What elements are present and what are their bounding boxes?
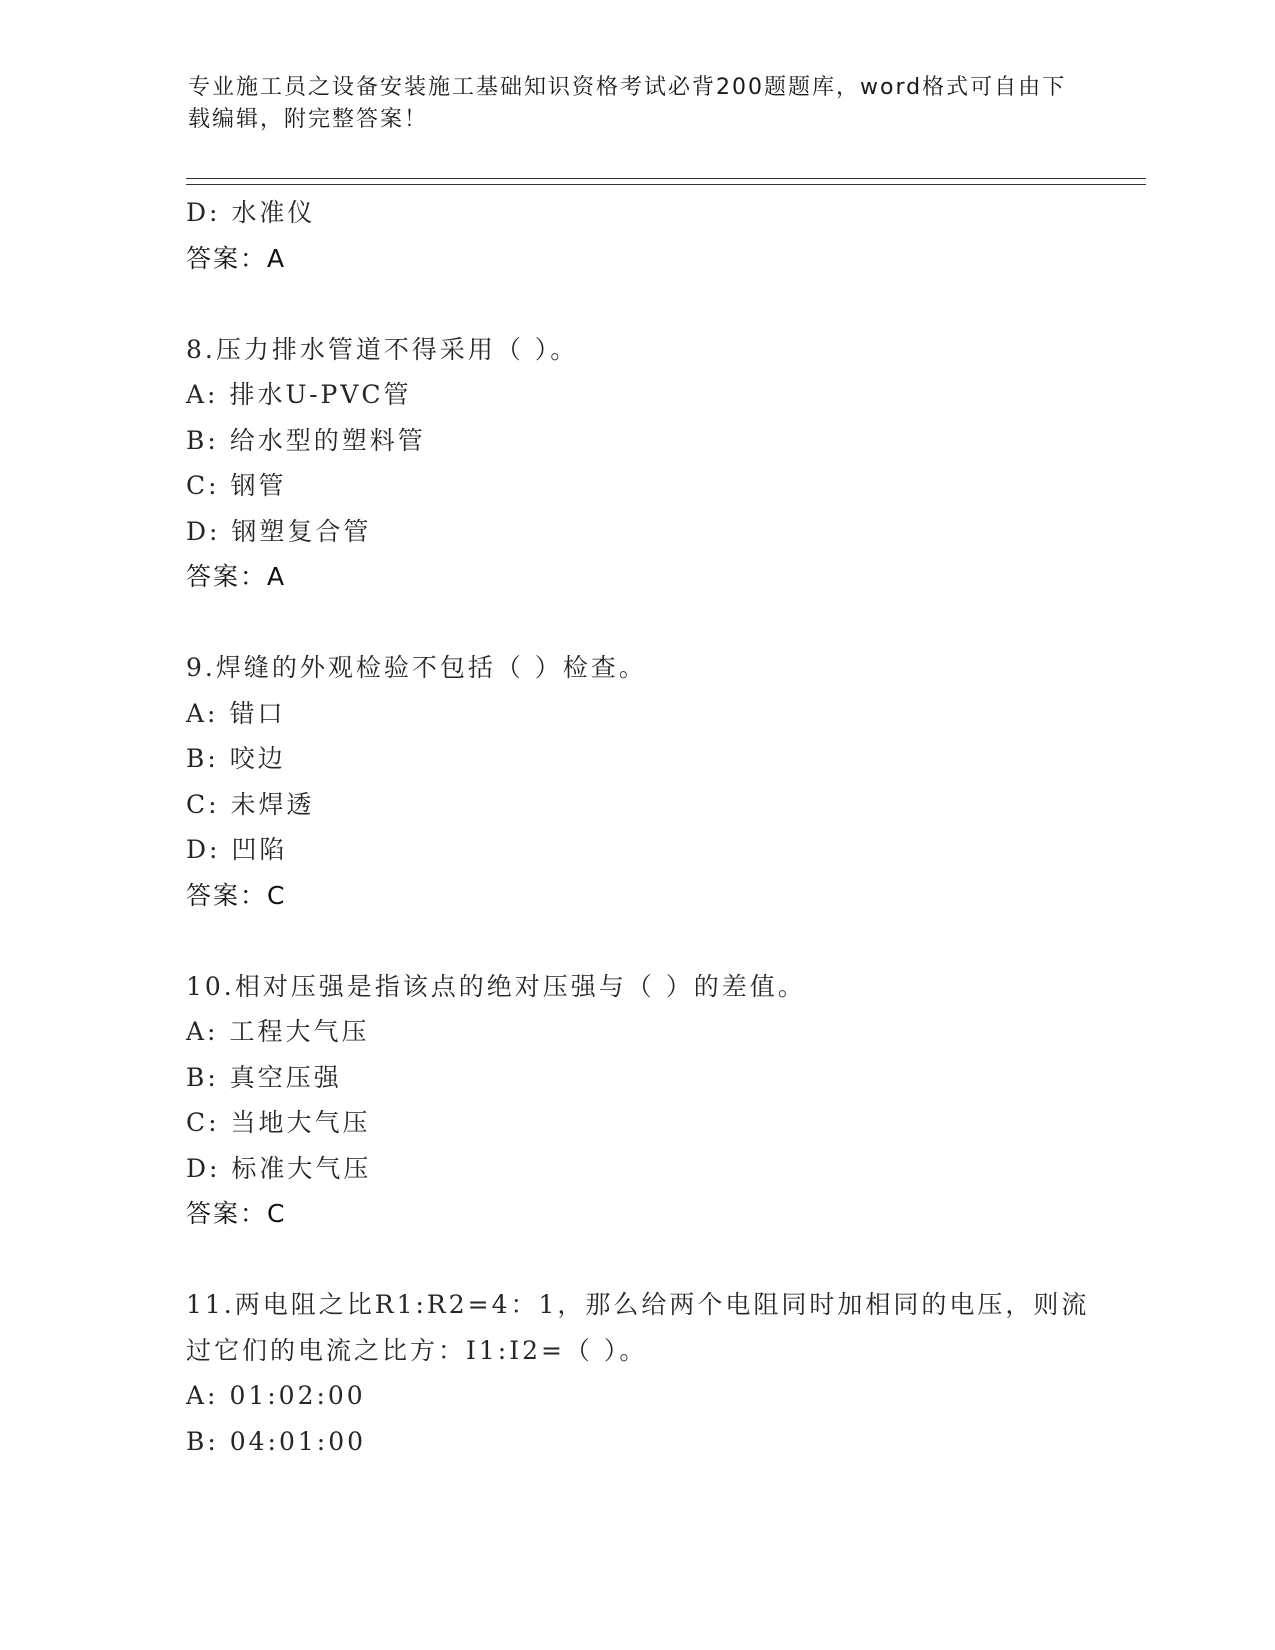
answer-value: A [267,243,287,273]
question-text: 11.两电阻之比R1:R2=4：1，那么给两个电阻同时加相同的电压，则流 [186,1290,1090,1319]
option-c: C: 钢管 [186,471,287,500]
option-b: B: 04:01:00 [186,1426,367,1456]
question-11 [186,1282,1090,1464]
option-b: B: 给水型的塑料管 [186,425,426,455]
question-text-continued: 过它们的电流之比方：I1:I2=（ ）。 [186,1335,648,1365]
option-a: A: 01:02:00 [186,1381,366,1410]
document-title: 专业施工员之设备安装施工基础知识资格考试必背200题题库，word格式可自由下载编辑，附完整答案！ [188,75,1067,132]
question-text: 10.相对压强是指该点的绝对压强与（ ）的差值。 [186,971,806,1001]
answer-value: A [267,562,287,591]
header-rule-top [186,178,1146,179]
answer-value: C [267,1199,287,1228]
question-carryover [186,190,1086,281]
option-c: C: 未焊透 [186,789,315,819]
option-c: C: 当地大气压 [186,1108,371,1137]
option-d: D: 标准大气压 [186,1153,372,1183]
spacer [186,281,1086,327]
option-b: B: 咬边 [186,744,286,773]
document-header [188,72,1088,136]
answer-line: 答案：C [186,880,287,910]
header-rule-bottom [186,184,1146,185]
spacer [186,918,1086,964]
question-9 [186,645,1086,918]
question-text: 8.压力排水管道不得采用（ ）。 [186,334,579,364]
option-a: A: 排水U-PVC管 [186,380,412,409]
option-b: B: 真空压强 [186,1062,342,1092]
option-a: A: 错口 [186,698,286,728]
answer-line: 答案：C [186,1199,287,1228]
answer-line: 答案：A [186,243,287,273]
option-d: D: 钢塑复合管 [186,516,372,546]
option-a: A: 工程大气压 [186,1017,370,1046]
answer-value: C [267,880,287,910]
spacer [186,600,1086,646]
option-d: D: 凹陷 [186,835,288,864]
question-text: 9.焊缝的外观检验不包括（ ）检查。 [186,653,647,682]
question-10 [186,964,1086,1237]
question-list [186,190,1090,1464]
option-d: D: 水准仪 [186,198,316,227]
spacer [186,1237,1086,1283]
answer-line: 答案：A [186,562,287,591]
question-8 [186,327,1086,600]
